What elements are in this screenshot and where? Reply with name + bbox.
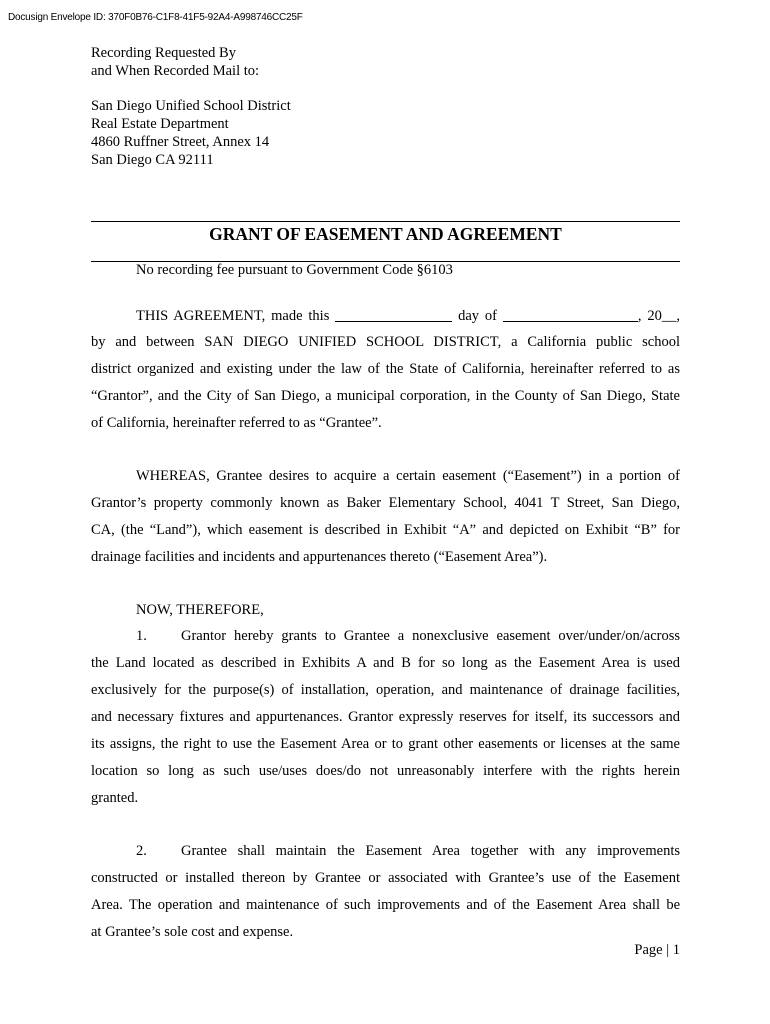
- year-label: , 20__,: [637, 308, 680, 324]
- fee-note: No recording fee pursuant to Government Code §6103: [136, 262, 453, 278]
- clause-1-line: its assigns, the right to use the Easement Area or to grant other easements or licenses at the same: [91, 736, 680, 752]
- month-blank: [503, 307, 638, 322]
- intro-line: of California, hereinafter referred to as “Grantee”.: [91, 415, 382, 431]
- clause-2-first-line: [91, 843, 680, 860]
- clause-1-line: and necessary fixtures and appurtenances. Grantor expressly reserves for itself, its successors and: [91, 709, 680, 725]
- day-of-label: day of: [458, 308, 497, 324]
- whereas-line: Grantor’s property commonly known as Baker Elementary School, 4041 T Street, San Diego,: [91, 495, 680, 511]
- agreement-date-line: [91, 307, 680, 325]
- whereas-line: CA, (the “Land”), which easement is described in Exhibit “A” and depicted on Exhibit “B” for: [91, 522, 680, 538]
- whereas-line: WHEREAS, Grantee desires to acquire a certain easement (“Easement”) in a portion of: [136, 468, 680, 484]
- recording-address-block: [91, 45, 291, 170]
- clause-1-text: Grantor hereby grants to Grantee a nonexclusive easement over/under/on/across: [181, 628, 680, 644]
- address-city: San Diego CA 92111: [91, 151, 214, 168]
- recorded-mail-to: and When Recorded Mail to:: [91, 62, 260, 79]
- address-street: 4860 Ruffner Street, Annex 14: [91, 133, 270, 150]
- clause-2-line: constructed or installed thereon by Grantee or associated with Grantee’s use of the Easement: [91, 870, 680, 886]
- intro-line: by and between SAN DIEGO UNIFIED SCHOOL DISTRICT, a California public school: [91, 334, 680, 350]
- agreement-made-this: THIS AGREEMENT, made this: [136, 308, 330, 324]
- clause-1-line: the Land located as described in Exhibits A and B for so long as the Easement Area is used: [91, 655, 680, 671]
- clause-1-line: granted.: [91, 790, 139, 806]
- clause-2-text: Grantee shall maintain the Easement Area together with any improvements: [181, 843, 680, 859]
- clause-1-first-line: [91, 628, 680, 645]
- address-organization: San Diego Unified School District: [91, 98, 291, 115]
- clause-1-number: 1.: [136, 628, 147, 644]
- page-number: Page | 1: [634, 942, 680, 958]
- whereas-line: drainage facilities and incidents and appurtenances thereto (“Easement Area”).: [91, 549, 548, 565]
- clause-1-line: location so long as such use/uses does/do not unreasonably interfere with the rights herein: [91, 763, 680, 779]
- day-blank: [335, 307, 452, 322]
- clause-2-line: at Grantee’s sole cost and expense.: [91, 924, 294, 940]
- document-title: GRANT OF EASEMENT AND AGREEMENT: [209, 224, 562, 244]
- docusign-envelope-id: Docusign Envelope ID: 370F0B76-C1F8-41F5-92A4-A998746CC25F: [8, 12, 303, 23]
- address-department: Real Estate Department: [91, 116, 229, 133]
- clause-2-number: 2.: [136, 843, 147, 859]
- recording-requested-by: Recording Requested By: [91, 45, 236, 61]
- clause-1-line: exclusively for the purpose(s) of installation, operation, and maintenance of drainage facilities,: [91, 682, 680, 698]
- title-top-rule: [91, 221, 680, 222]
- now-therefore: NOW, THEREFORE,: [136, 602, 264, 618]
- clause-2-line: Area. The operation and maintenance of such improvements and of the Easement Area shall be: [91, 897, 680, 913]
- intro-line: “Grantor”, and the City of San Diego, a municipal corporation, in the County of San Diego, State: [91, 388, 680, 404]
- intro-line: district organized and existing under the law of the State of California, hereinafter referred to as: [91, 361, 680, 377]
